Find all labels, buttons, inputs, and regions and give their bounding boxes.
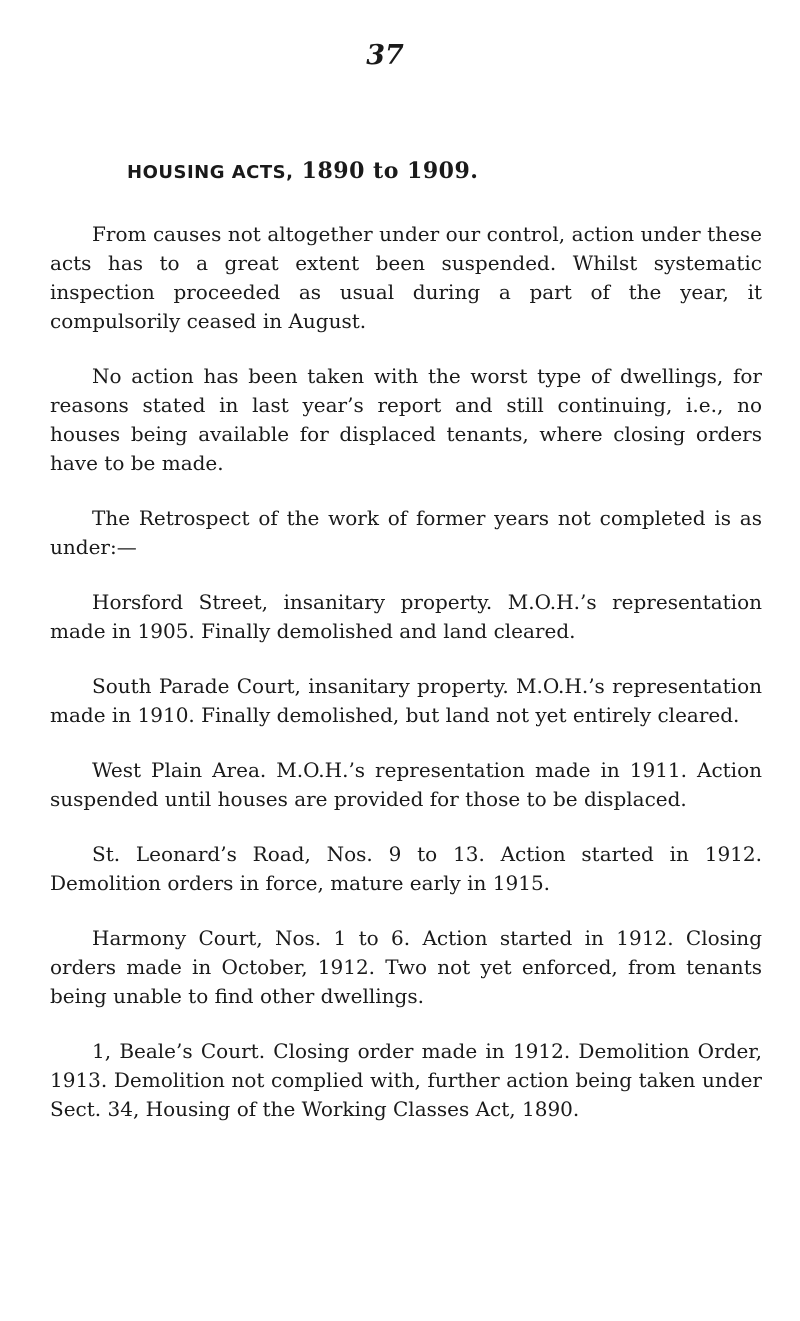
paragraph-horsford-street: Horsford Street, insanitary property. M.O.H.’s representation made in 1905. Finally demolished and land cleared.	[50, 590, 762, 643]
paragraph-south-parade-court: South Parade Court, insanitary property. M.O.H.’s representation made in 1910. Finally demolished, but land not yet entirely cleared.	[50, 674, 762, 727]
paragraph-west-plain-area: West Plain Area. M.O.H.’s representation made in 1911. Action suspended until houses are provided for those to be displaced.	[50, 758, 762, 811]
page-number: 37	[366, 40, 404, 71]
paragraph-no-action: No action has been taken with the worst type of dwellings, for reasons stated in last year’s report and still continuing, i.e., no houses being available for displaced tenants, where closing orders have to be made.	[50, 364, 762, 475]
heading-title: HOUSING ACTS,	[127, 162, 294, 183]
heading-years: 1890 to 1909.	[301, 158, 479, 184]
section-heading	[127, 158, 478, 184]
paragraph-intro: From causes not altogether under our control, action under these acts has to a great extent been suspended. Whilst systematic inspection proceeded as usual during a part of the year, it compulsorily ceased in August.	[50, 222, 762, 333]
document-body	[50, 220, 762, 1150]
paragraph-beales-court: 1, Beale’s Court. Closing order made in 1912. Demolition Order, 1913. Demolition not complied with, further action being taken under Sect. 34, Housing of the Working Classes Act, 1890.	[50, 1039, 762, 1121]
paragraph-st-leonards-road: St. Leonard’s Road, Nos. 9 to 13. Action started in 1912. Demolition orders in force, mature early in 1915.	[50, 842, 762, 895]
paragraph-harmony-court: Harmony Court, Nos. 1 to 6. Action started in 1912. Closing orders made in October, 1912. Two not yet enforced, from tenants being unable to find other dwellings.	[50, 926, 762, 1008]
paragraph-retrospect: The Retrospect of the work of former years not completed is as under:—	[50, 506, 762, 559]
